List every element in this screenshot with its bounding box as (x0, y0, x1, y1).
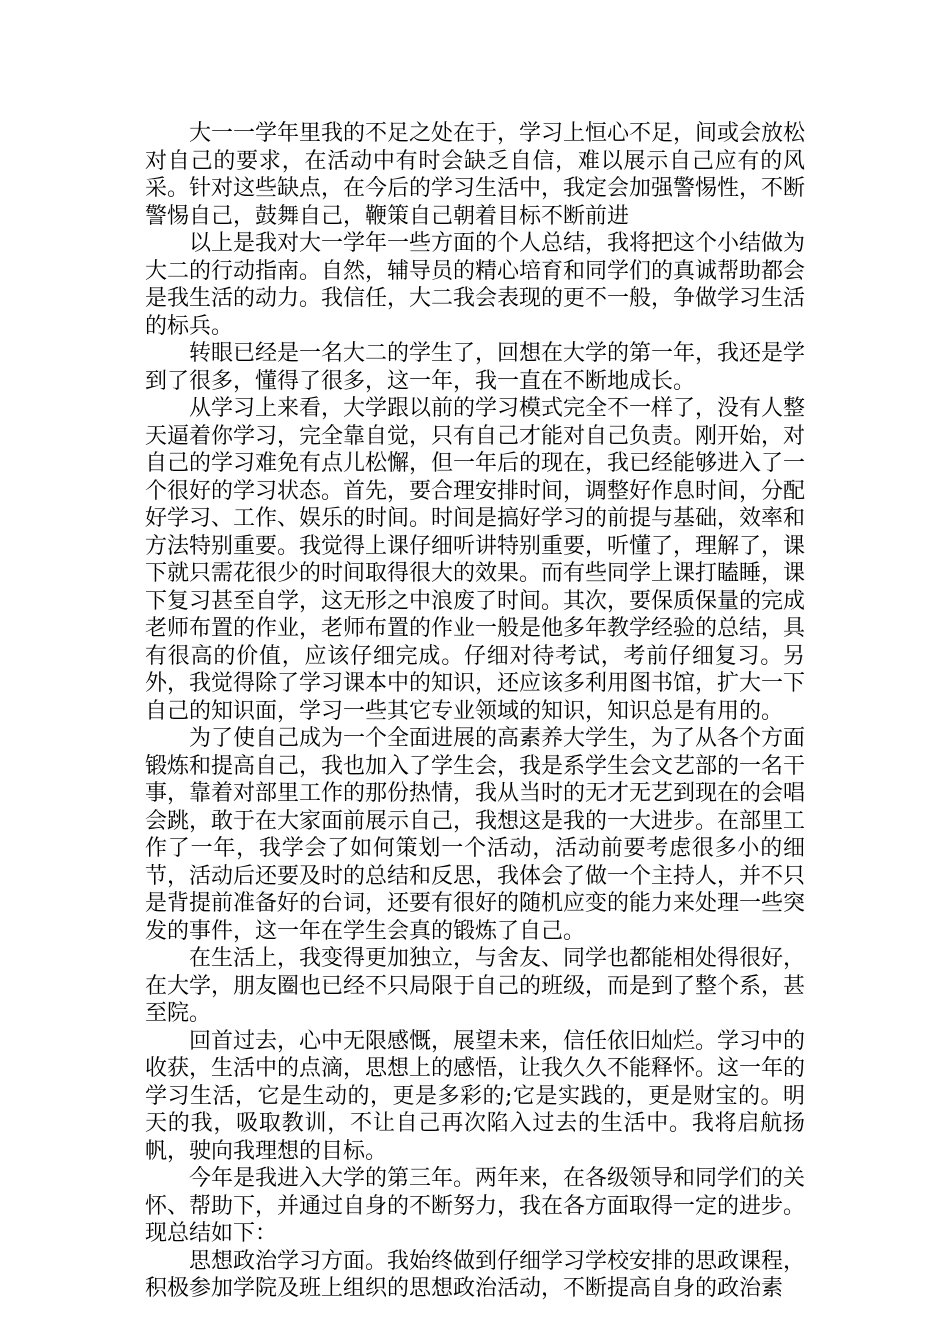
paragraph-6: 在生活上，我变得更加独立，与舍友、同学也都能相处得很好，在大学，朋友圈也已经不只局限于自己的班级，而是到了整个系，甚至院。 (145, 946, 806, 1026)
paragraph-3: 转眼已经是一名大二的学生了，回想在大学的第一年，我还是学到了很多，懂得了很多，这一年，我一直在不断地成长。 (145, 341, 806, 394)
paragraph-9: 思想政治学习方面。我始终做到仔细学习学校安排的思政课程，积极参加学院及班上组织的思想政治活动，不断提高自身的政治素 (145, 1248, 806, 1301)
paragraph-2: 以上是我对大一学年一些方面的个人总结，我将把这个小结做为大二的行动指南。自然，辅导员的精心培育和同学们的真诚帮助都会是我生活的动力。我信任，大二我会表现的更不一般，争做学习生活的标兵。 (145, 231, 806, 339)
paragraph-7: 回首过去，心中无限感慨，展望未来，信任依旧灿烂。学习中的收获，生活中的点滴，思想上的感悟，让我久久不能释怀。这一年的学习生活，它是生动的，更是多彩的;它是实践的，更是财宝的。明天的我，吸取教训，不让自己再次陷入过去的生活中。我将启航扬帆，驶向我理想的目标。 (145, 1028, 806, 1164)
paragraph-8: 今年是我进入大学的第三年。两年来，在各级领导和同学们的关怀、帮助下，并通过自身的不断努力，我在各方面取得一定的进步。现总结如下： (145, 1166, 806, 1246)
paragraph-5: 为了使自己成为一个全面进展的高素养大学生，为了从各个方面锻炼和提高自己，我也加入了学生会，我是系学生会文艺部的一名干事，靠着对部里工作的那份热情，我从当时的无才无艺到现在的会唱会跳，敢于在大家面前展示自己，我想这是我的一大进步。在部里工作了一年，我学会了如何策划一个活动，活动前要考虑很多小的细节，活动后还要及时的总结和反思，我体会了做一个主持人，并不只是背提前准备好的台词，还要有很好的随机应变的能力来处理一些突发的事件，这一年在学生会真的锻炼了自己。 (145, 726, 806, 944)
paragraph-4: 从学习上来看，大学跟以前的学习模式完全不一样了，没有人整天逼着你学习，完全靠自觉，只有自己才能对自己负责。刚开始，对自己的学习难免有点儿松懈，但一年后的现在，我已经能够进入了一个很好的学习状态。首先，要合理安排时间，调整好作息时间，分配好学习、工作、娱乐的时间。时间是搞好学习的前提与基础，效率和方法特别重要。我觉得上课仔细听讲特别重要，听懂了，理解了，课下就只需花很少的时间取得很大的效果。而有些同学上课打瞌睡，课下复习甚至自学，这无形之中浪废了时间。其次，要保质保量的完成老师布置的作业，老师布置的作业一般是他多年教学经验的总结，具有很高的价值，应该仔细完成。仔细对待考试，考前仔细复习。另外，我觉得除了学习课本中的知识，还应该多利用图书馆，扩大一下自己的知识面，学习一些其它专业领域的知识，知识总是有用的。 (145, 396, 806, 724)
paragraph-1: 大一一学年里我的不足之处在于，学习上恒心不足，间或会放松对自己的要求，在活动中有时会缺乏自信，难以展示自己应有的风采。针对这些缺点，在今后的学习生活中，我定会加强警惕性，不断警惕自己，鼓舞自己，鞭策自己朝着目标不断前进 (145, 121, 806, 229)
document-body (145, 120, 805, 1303)
